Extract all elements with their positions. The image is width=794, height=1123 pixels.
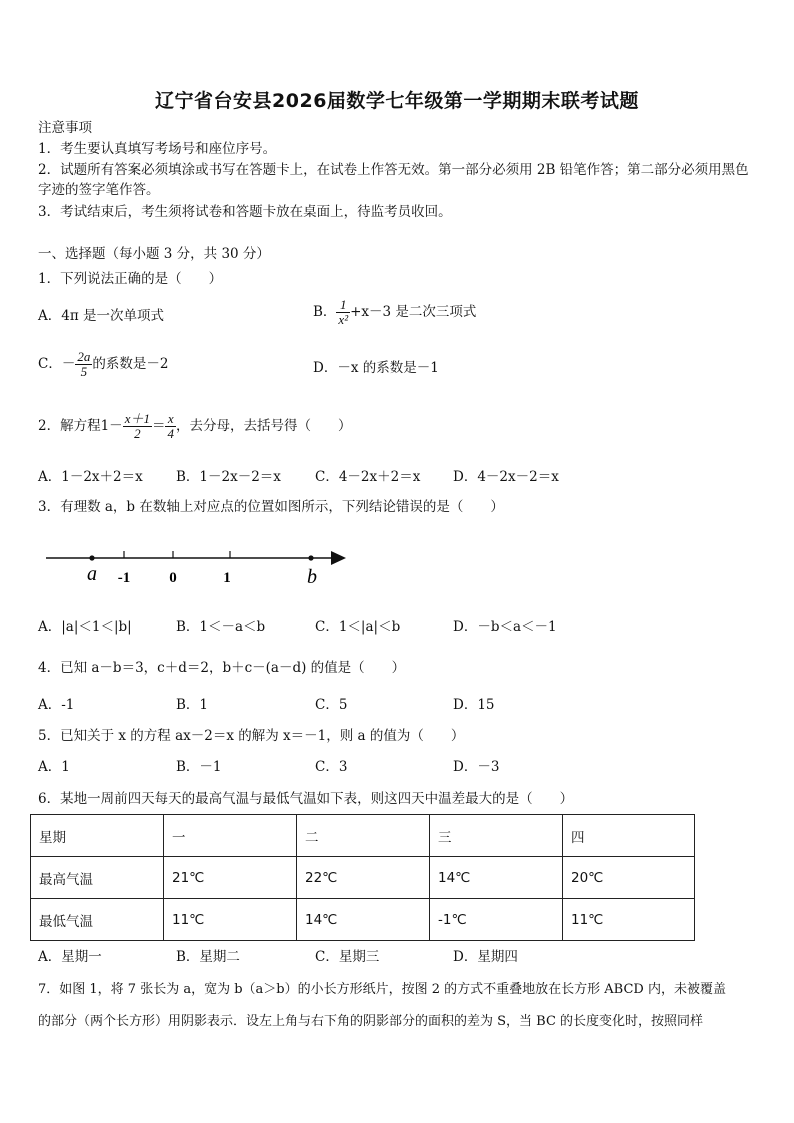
option-d: D．4－2x－2＝x bbox=[453, 469, 559, 485]
option-c: C．1＜|a|＜b bbox=[315, 619, 401, 635]
option-c: C．4－2x＋2＝x bbox=[315, 469, 421, 485]
temperature-table bbox=[30, 814, 695, 941]
fraction-denominator: x² bbox=[338, 312, 349, 327]
option-d: D．－x 的系数是－1 bbox=[313, 360, 439, 376]
fraction-denominator: 2 bbox=[134, 426, 141, 441]
option-b: B．－1 bbox=[176, 759, 222, 775]
table-cell: 最高气温 bbox=[31, 857, 164, 899]
question-stem: 6．某地一周前四天每天的最高气温与最低气温如下表，则这四天中温差最大的是（ ） bbox=[38, 791, 574, 807]
fraction-numerator: x bbox=[165, 412, 176, 427]
table-cell: 一 bbox=[164, 815, 297, 857]
point-b bbox=[308, 555, 313, 560]
question-stem: 7．如图 1，将 7 张长为 a，宽为 b（a＞b）的小长方形纸片，按图 2 的方式不重叠地放在长方形 ABCD 内，未被覆盖 bbox=[38, 982, 726, 997]
table-cell: 星期 bbox=[31, 815, 164, 857]
question-stem: 4．已知 a－b＝3，c＋d＝2，b＋c－(a－d) 的值是（ ） bbox=[38, 660, 406, 676]
question-stem: 1．下列说法正确的是（ ） bbox=[38, 271, 223, 287]
table-cell: 14℃ bbox=[297, 899, 430, 941]
stem-text: ，去分母，去括号得（ ） bbox=[175, 418, 352, 434]
option-c bbox=[38, 350, 168, 379]
fraction bbox=[165, 412, 176, 441]
table-cell: 三 bbox=[430, 815, 563, 857]
notice-item: 1．考生要认真填写考场号和座位序号。 bbox=[38, 141, 277, 157]
tick-label: 0 bbox=[169, 570, 177, 586]
option-c: C．3 bbox=[315, 759, 348, 775]
fraction-denominator: 5 bbox=[80, 364, 88, 379]
table-row bbox=[31, 857, 695, 899]
table-cell: 最低气温 bbox=[31, 899, 164, 941]
tick-label: -1 bbox=[117, 570, 131, 586]
tick-label: 1 bbox=[223, 570, 231, 586]
option-b: B．1 bbox=[176, 697, 209, 713]
option-a: A．|a|＜1＜|b| bbox=[38, 619, 132, 635]
fraction bbox=[336, 298, 350, 327]
page-title: 辽宁省台安县2026届数学七年级第一学期期末联考试题 bbox=[155, 90, 639, 112]
table-cell: 11℃ bbox=[164, 899, 297, 941]
section-heading: 一、选择题（每小题 3 分，共 30 分） bbox=[38, 246, 270, 262]
number-line-figure bbox=[40, 536, 360, 592]
option-b: B．1＜－a＜b bbox=[176, 619, 266, 635]
table-cell: 11℃ bbox=[563, 899, 695, 941]
option-a: A．1－2x＋2＝x bbox=[38, 469, 143, 485]
equals-sign: ＝ bbox=[151, 418, 166, 434]
fraction-denominator: 4 bbox=[167, 426, 174, 441]
table-cell: 22℃ bbox=[297, 857, 430, 899]
option-label: C．－ bbox=[38, 356, 76, 372]
fraction-numerator: x＋1 bbox=[124, 411, 150, 426]
option-label: B． bbox=[313, 304, 337, 320]
notice-item: 3．考试结束后，考生须将试卷和答题卡放在桌面上，待监考员收回。 bbox=[38, 204, 452, 220]
fraction bbox=[123, 412, 152, 441]
option-b bbox=[313, 298, 476, 327]
fraction-numerator: 1 bbox=[336, 298, 350, 313]
option-text: +x－3 是二次三项式 bbox=[350, 304, 477, 320]
option-d: D．－b＜a＜－1 bbox=[453, 619, 557, 635]
option-b: B．星期二 bbox=[176, 949, 240, 965]
table-cell: 21℃ bbox=[164, 857, 297, 899]
point-a bbox=[89, 555, 94, 560]
option-a: A．1 bbox=[38, 759, 70, 775]
option-d: D．15 bbox=[453, 697, 495, 713]
option-c: C．5 bbox=[315, 697, 348, 713]
option-d: D．－3 bbox=[453, 759, 500, 775]
table-cell: 20℃ bbox=[563, 857, 695, 899]
option-a: A．星期一 bbox=[38, 949, 102, 965]
option-c: C．星期三 bbox=[315, 949, 380, 965]
table-cell: 二 bbox=[297, 815, 430, 857]
option-text: 的系数是－2 bbox=[92, 356, 169, 372]
option-a: A．4π 是一次单项式 bbox=[38, 308, 165, 324]
fraction bbox=[75, 350, 92, 379]
fraction-numerator: 2a bbox=[77, 349, 91, 364]
label-b: b bbox=[307, 566, 317, 588]
table-cell: 14℃ bbox=[430, 857, 563, 899]
option-a: A．-1 bbox=[38, 697, 75, 713]
table-row bbox=[31, 899, 695, 941]
table-row bbox=[31, 815, 695, 857]
option-d: D．星期四 bbox=[453, 949, 518, 965]
option-b: B．1－2x－2＝x bbox=[176, 469, 281, 485]
notice-item: 2．试题所有答案必须填涂或书写在答题卡上，在试卷上作答无效。第一部分必须用 2B 铅笔作答；第二部分必须用黑色字迹的签字笔作答。 bbox=[38, 162, 749, 198]
table-cell: -1℃ bbox=[430, 899, 563, 941]
notice-heading: 注意事项 bbox=[38, 120, 92, 136]
stem-text: 2．解方程1－ bbox=[38, 418, 123, 434]
label-a: a bbox=[87, 563, 97, 585]
arrow-icon bbox=[331, 551, 346, 565]
question-stem bbox=[38, 412, 351, 441]
question-stem-continued: 的部分（两个长方形）用阴影表示．设左上角与右下角的阴影部分的面积的差为 S，当 BC 的长度变化时，按照同样 bbox=[38, 1014, 704, 1029]
question-stem: 3．有理数 a，b 在数轴上对应点的位置如图所示，下列结论错误的是（ ） bbox=[38, 499, 504, 515]
table-cell: 四 bbox=[563, 815, 695, 857]
question-stem: 5．已知关于 x 的方程 ax－2＝x 的解为 x＝－1，则 a 的值为（ ） bbox=[38, 728, 465, 744]
